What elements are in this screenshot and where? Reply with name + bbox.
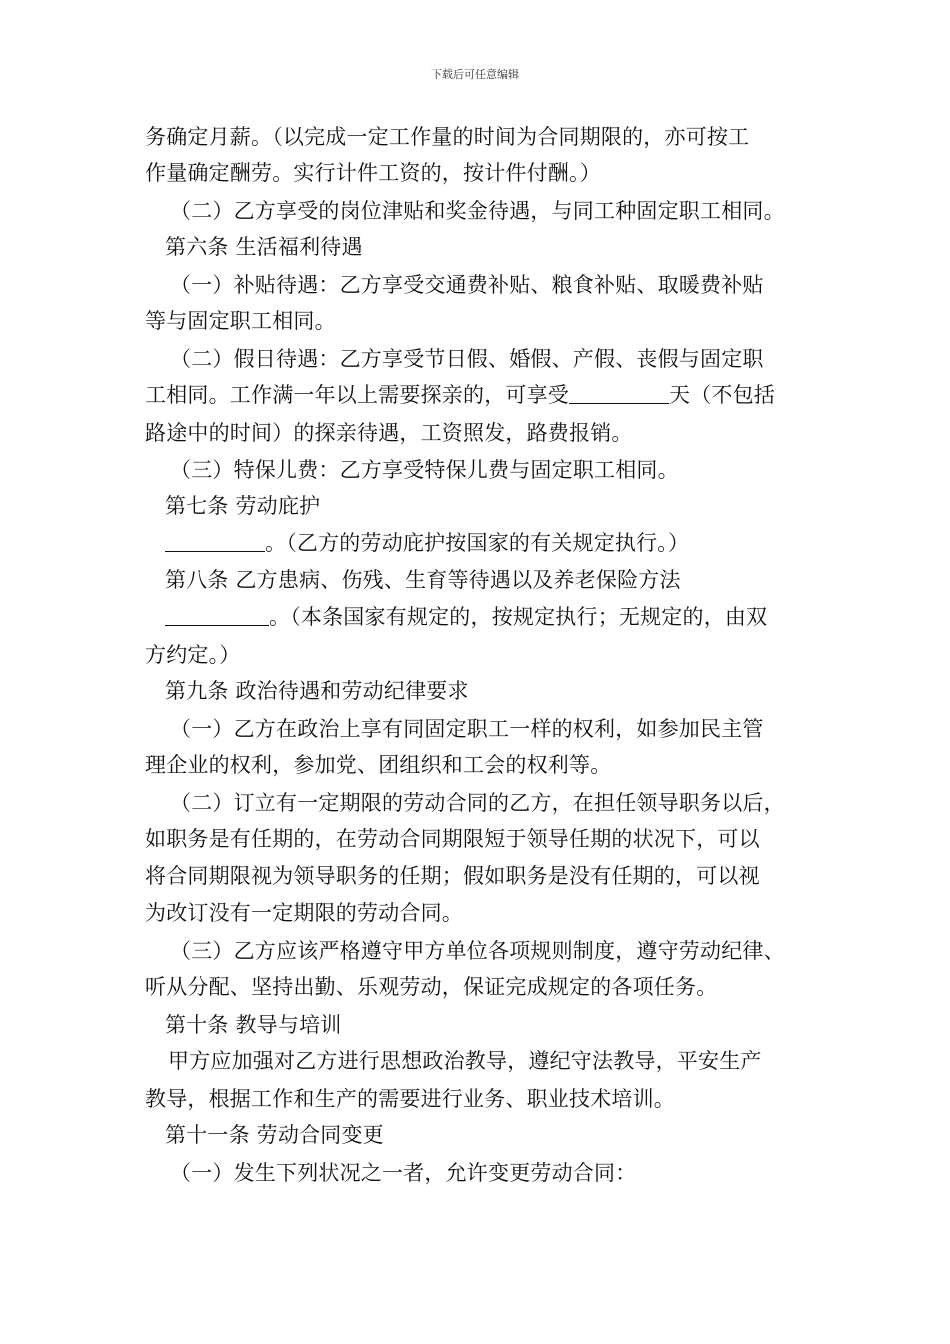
text-line: 如职务是有任期的，在劳动合同期限短于领导任期的状况下，可以 [145,827,760,851]
text-segment: 。（乙方的劳动庇护按国家的有关规定执行。） [265,531,690,555]
article-heading: 第六条 生活福利待遇 [165,235,363,259]
text-line: （一）补贴待遇：乙方享受交通费补贴、粮食补贴、取暖费补贴 [170,273,764,297]
article-heading: 第七条 劳动庇护 [165,494,321,518]
fill-in-blank[interactable] [165,603,269,626]
text-line: 路途中的时间）的探亲待遇，工资照发，路费报销。 [145,421,633,445]
text-line: 理企业的权利，参加党、团组织和工会的权利等。 [145,753,612,777]
text-line: 方约定。） [145,643,241,667]
text-line: （二）乙方享受的岗位津贴和奖金待遇，与同工种固定职工相同。 [170,199,785,223]
article-heading: 第十一条 劳动合同变更 [165,1123,384,1147]
article-heading: 第九条 政治待遇和劳动纪律要求 [165,679,469,703]
text-line: 务确定月薪。（以完成一定工作量的时间为合同期限的，亦可按工 [145,125,750,149]
text-line: （二）订立有一定期限的劳动合同的乙方，在担任领导职务以后， [170,791,785,815]
text-line: 为改订没有一定期限的劳动合同。 [145,901,463,925]
article-heading: 第八条 乙方患病、伤残、生育等待遇以及养老保险方法 [165,568,681,592]
text-line: （一）乙方在政治上享有同固定职工一样的权利，如参加民主管 [170,717,764,741]
text-line: （三）特保儿费：乙方享受特保儿费与固定职工相同。 [170,458,679,482]
text-segment: 工相同。工作满一年以上需要探亲的，可享受 [145,383,569,407]
text-line: 甲方应加强对乙方进行思想政治教导，遵纪守法教导，平安生产 [168,1049,762,1073]
text-line: 等与固定职工相同。 [145,309,336,333]
article-heading: 第十条 教导与培训 [165,1013,342,1037]
text-segment: 。（本条国家有规定的，按规定执行；无规定的，由双 [269,605,768,629]
fill-in-blank[interactable] [569,381,669,404]
page-header-note: 下载后可任意编辑 [431,68,519,81]
text-line [145,380,775,410]
text-line: 作量确定酬劳。实行计件工资的，按计件付酬。） [145,161,601,185]
text-line [165,602,767,632]
text-line: （三）乙方应该严格遵守甲方单位各项规则制度，遵守劳动纪律、 [170,939,785,963]
text-line [165,528,689,558]
text-segment: 天（不包括 [669,383,775,407]
text-line: （一）发生下列状况之一者，允许变更劳动合同： [170,1161,637,1185]
text-line: 将合同期限视为领导职务的任期；假如职务是没有任期的，可以视 [145,864,760,888]
text-line: 教导，根据工作和生产的需要进行业务、职业技术培训。 [145,1087,675,1111]
fill-in-blank[interactable] [165,529,265,552]
text-line: （二）假日待遇：乙方享受节日假、婚假、产假、丧假与固定职 [170,347,764,371]
text-line: 听从分配、坚持出勤、乐观劳动，保证完成规定的各项任务。 [145,975,718,999]
